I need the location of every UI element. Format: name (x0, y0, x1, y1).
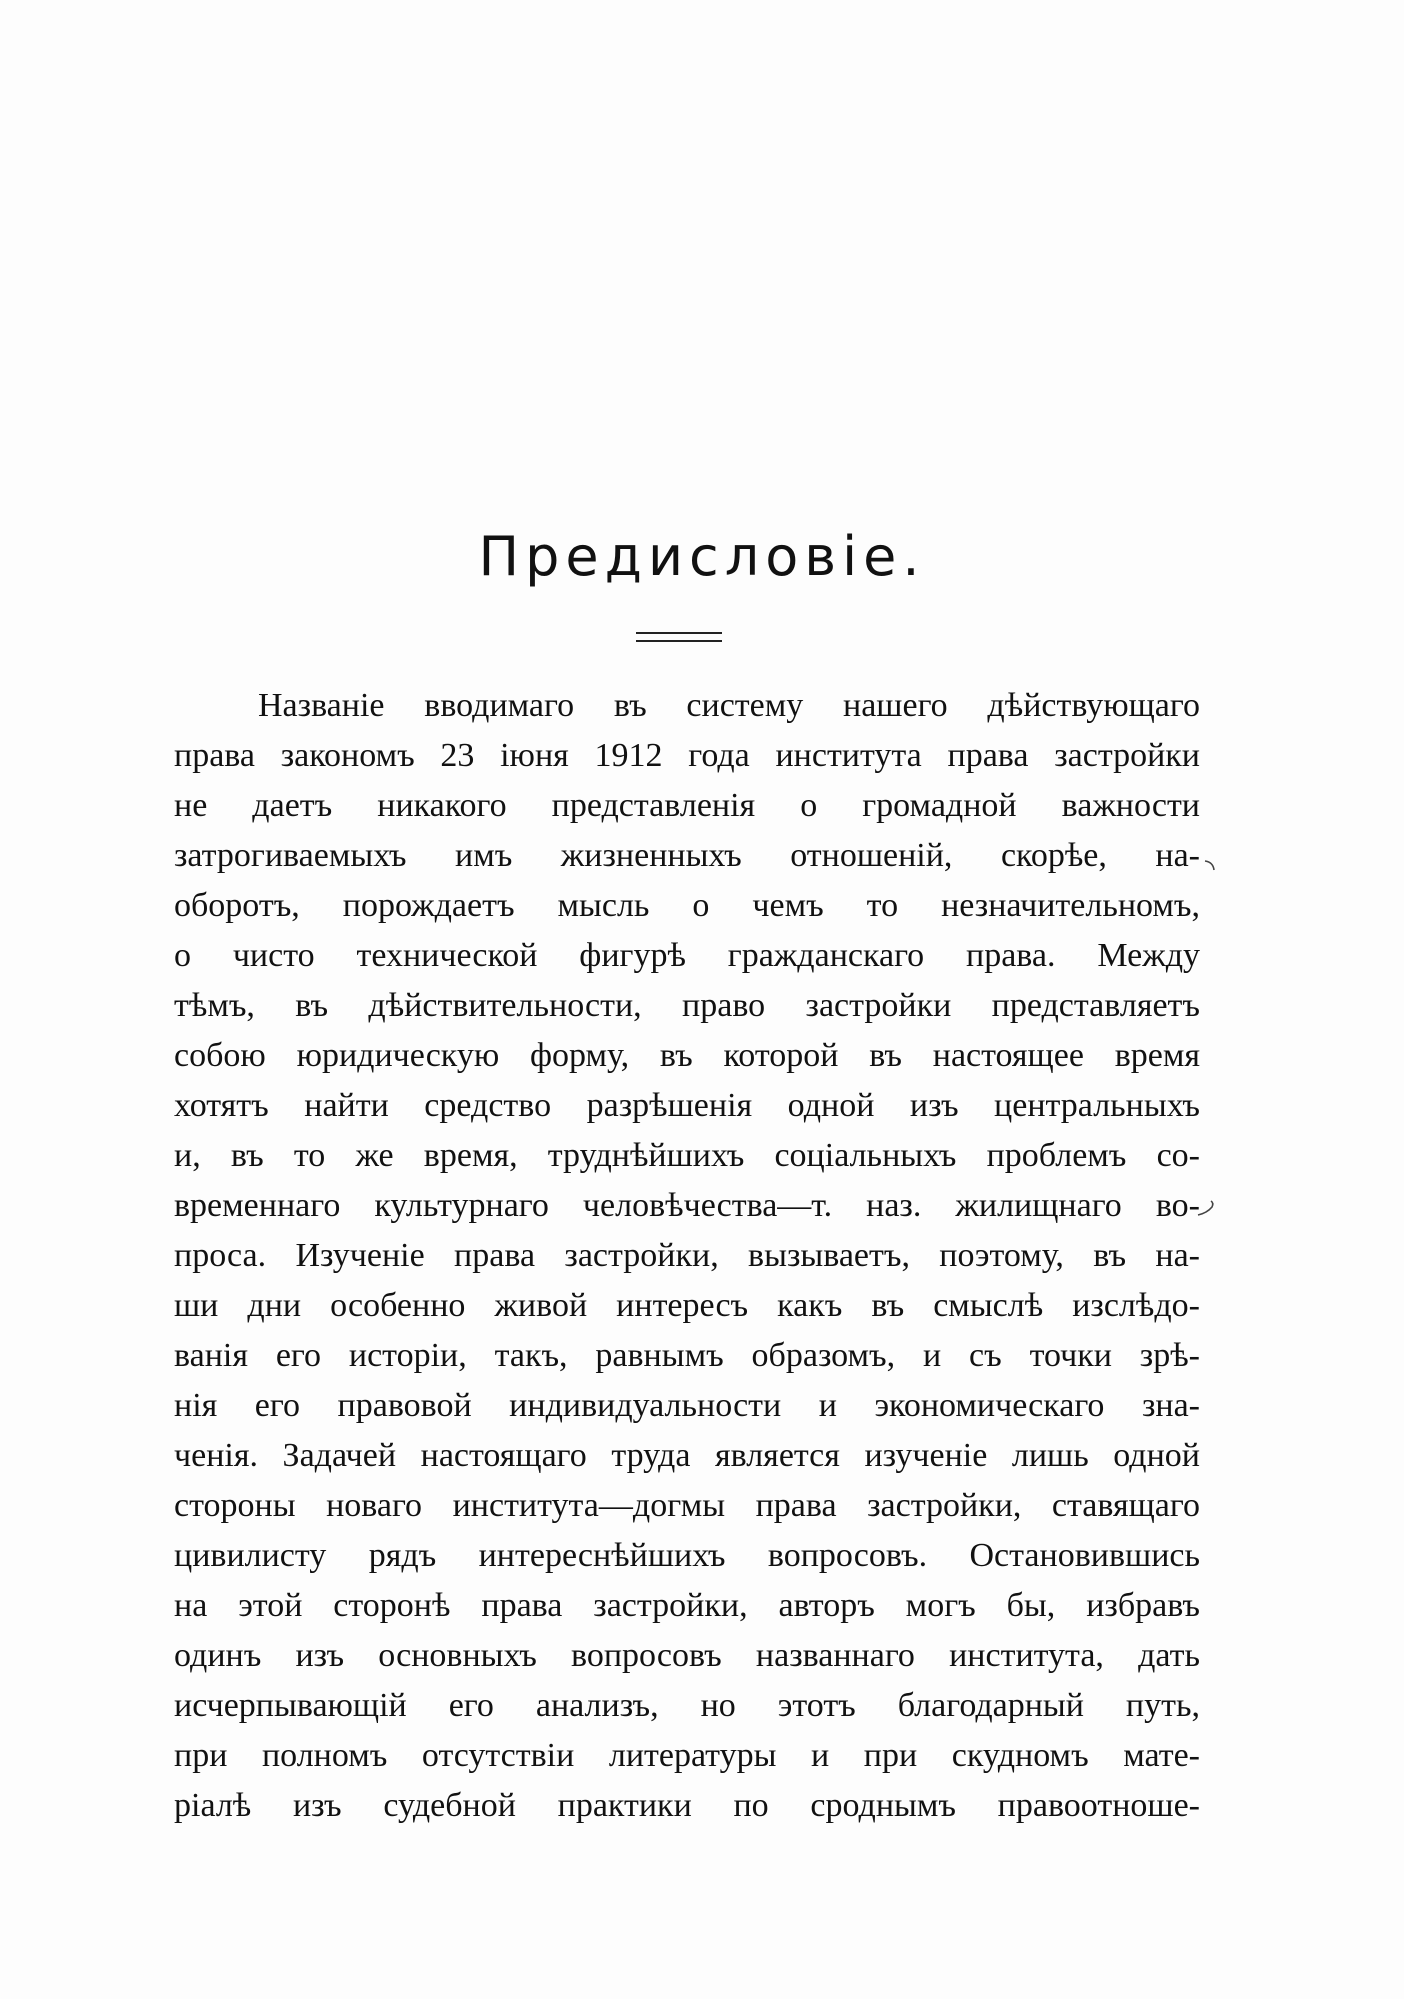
text-line: на этой сторонѣ права застройки, авторъ могъ бы, избравъ (174, 1587, 1200, 1624)
text-line: затрогиваемыхъ имъ жизненныхъ отношеній, скорѣе, на- (174, 837, 1200, 874)
text-line: исчерпывающій его анализъ, но этотъ благодарный путь, (174, 1687, 1200, 1724)
text-line: и, въ то же время, труднѣйшихъ соціальныхъ проблемъ со- (174, 1137, 1200, 1174)
page-title: Предисловіе. (478, 525, 926, 588)
text-line: временнаго культурнаго человѣчества—т. наз. жилищнаго во- (174, 1187, 1200, 1224)
margin-pencil-mark (1195, 1197, 1219, 1221)
text-line: права закономъ 23 іюня 1912 года института права застройки (174, 737, 1200, 774)
text-line: ши дни особенно живой интересъ какъ въ смыслѣ изслѣдо- (174, 1287, 1200, 1324)
text-line: при полномъ отсутствіи литературы и при скудномъ мате- (174, 1737, 1200, 1774)
text-line: хотятъ найти средство разрѣшенія одной изъ центральныхъ (174, 1087, 1200, 1124)
text-line: о чисто технической фигурѣ гражданскаго права. Между (174, 937, 1200, 974)
text-line: стороны новаго института—догмы права застройки, ставящаго (174, 1487, 1200, 1524)
text-line: ванія его исторіи, такъ, равнымъ образомъ, и съ точки зрѣ- (174, 1337, 1200, 1374)
text-line: ріалѣ изъ судебной практики по сроднымъ правоотноше- (174, 1787, 1200, 1824)
title-rule-lower (636, 640, 722, 642)
text-line: цивилисту рядъ интереснѣйшихъ вопросовъ. Остановившись (174, 1537, 1200, 1574)
text-line: проса. Изученіе права застройки, вызываетъ, поэтому, въ на- (174, 1237, 1200, 1274)
preface-text (174, 681, 1200, 1831)
margin-pencil-mark (1203, 858, 1217, 880)
text-line: тѣмъ, въ дѣйствительности, право застройки представляетъ (174, 987, 1200, 1024)
text-line: Названіе вводимаго въ систему нашего дѣйствующаго (258, 687, 1200, 724)
text-line: одинъ изъ основныхъ вопросовъ названнаго института, дать (174, 1637, 1200, 1674)
text-line: собою юридическую форму, въ которой въ настоящее время (174, 1037, 1200, 1074)
text-line: оборотъ, порождаетъ мысль о чемъ то незначительномъ, (174, 887, 1200, 924)
text-line: ченія. Задачей настоящаго труда является изученіе лишь одной (174, 1437, 1200, 1474)
text-line: не даетъ никакого представленія о громадной важности (174, 787, 1200, 824)
title-rule-upper (636, 632, 722, 634)
text-line: нія его правовой индивидуальности и экономическаго зна- (174, 1387, 1200, 1424)
